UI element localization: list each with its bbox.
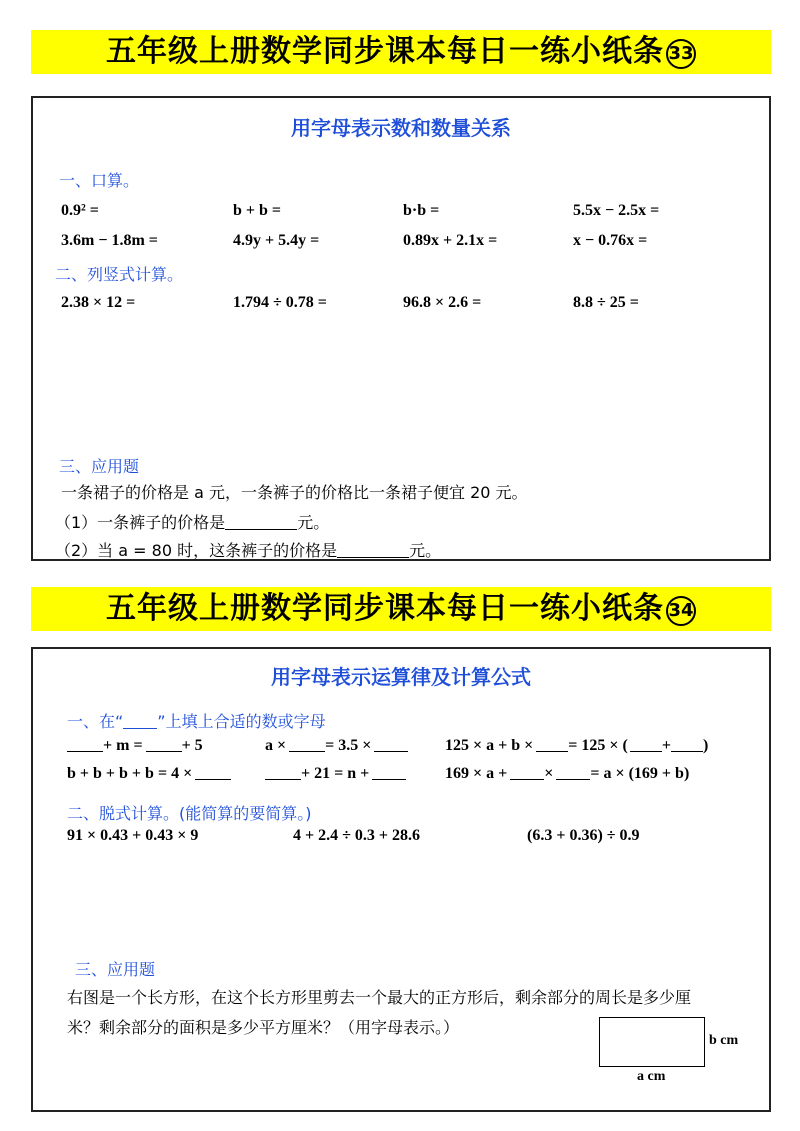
sheet34-section2-heading: 二、脱式计算。(能简算的要简算。) (67, 804, 312, 823)
fill-blank[interactable] (67, 751, 103, 752)
label-b-cm: b cm (709, 1033, 739, 1048)
sheet34-title: 用字母表示运算律及计算公式 (271, 665, 531, 689)
fill-text: + m = (103, 737, 143, 754)
sheet34-panel (31, 647, 771, 1112)
oral-item-3: b·b = (403, 202, 440, 219)
sheet33-banner-text: 五年级上册数学同步课本每日一练小纸条 (106, 34, 664, 69)
oral-item-1: 0.9² = (61, 202, 99, 219)
sheet33-section2-heading: 二、列竖式计算。 (55, 265, 184, 284)
rectangle-figure (599, 1017, 705, 1067)
vertical-item-1: 2.38 × 12 = (61, 294, 136, 311)
fill-blank[interactable] (510, 779, 544, 780)
q1-prefix: （1）一条裤子的价格是 (55, 513, 226, 532)
q2-suffix: 元。 (409, 541, 442, 560)
fill-blank[interactable] (195, 779, 231, 780)
sheet34-problem-line2: 米？剩余部分的面积是多少平方厘米？（用字母表示。） (67, 1018, 460, 1037)
q2-answer-blank[interactable] (337, 557, 409, 558)
sheet33-section3-heading: 三、应用题 (59, 457, 140, 476)
sheet34-section3-heading: 三、应用题 (75, 960, 156, 979)
sheet33-question-2 (55, 538, 441, 561)
oral-item-2: b + b = (233, 202, 282, 219)
fill-item-3 (445, 737, 708, 755)
fill-text: × (544, 765, 554, 782)
sheet33-question-1 (55, 510, 329, 533)
sheet34-banner (31, 587, 771, 631)
vertical-item-3: 96.8 × 2.6 = (403, 294, 482, 311)
fill-item-2 (265, 737, 408, 755)
sheet33-banner (31, 30, 771, 74)
vertical-item-2: 1.794 ÷ 0.78 = (233, 294, 327, 311)
q1-answer-blank[interactable] (225, 529, 297, 530)
q2-prefix: （2）当 a = 80 时，这条裤子的价格是 (55, 541, 338, 560)
section1-example-blank (123, 728, 157, 729)
fill-text: b + b + b + b = 4 × (67, 765, 193, 782)
oral-item-8: x − 0.76x = (573, 232, 648, 249)
sheet34-problem-line1: 右图是一个长方形，在这个长方形里剪去一个最大的正方形后，剩余部分的周长是多少厘 (67, 988, 692, 1007)
fill-text: = a × (169 + b) (590, 765, 690, 782)
sheet33-section1-heading: 一、口算。 (59, 171, 140, 190)
sheet34-banner-text: 五年级上册数学同步课本每日一练小纸条 (106, 591, 664, 626)
oral-item-7: 0.89x + 2.1x = (403, 232, 498, 249)
fill-item-5 (265, 765, 406, 783)
sheet34-banner-number: 34 (666, 596, 696, 626)
fill-item-4 (67, 765, 231, 783)
sheet33-problem-text: 一条裙子的价格是 a 元，一条裤子的价格比一条裙子便宜 20 元。 (61, 483, 528, 502)
fill-blank[interactable] (374, 751, 408, 752)
calc-item-3: (6.3 + 0.36) ÷ 0.9 (527, 827, 640, 844)
oral-item-4: 5.5x − 2.5x = (573, 202, 660, 219)
fill-text: + (661, 737, 671, 754)
oral-item-6: 4.9y + 5.4y = (233, 232, 320, 249)
fill-text: = 125 × ( (568, 737, 628, 754)
fill-blank[interactable] (372, 779, 406, 780)
fill-item-1 (67, 737, 203, 755)
fill-blank[interactable] (671, 751, 703, 752)
q1-suffix: 元。 (297, 513, 330, 532)
label-a-cm: a cm (637, 1069, 666, 1084)
vertical-item-4: 8.8 ÷ 25 = (573, 294, 639, 311)
sheet33-panel (31, 96, 771, 561)
sheet34-section1-heading (67, 709, 326, 732)
fill-blank[interactable] (630, 751, 662, 752)
fill-blank[interactable] (536, 751, 568, 752)
fill-blank[interactable] (556, 779, 590, 780)
fill-blank[interactable] (289, 751, 325, 752)
fill-text: 125 × a + b × (445, 737, 534, 754)
section1-prefix: 一、在“ (67, 712, 124, 731)
calc-item-1: 91 × 0.43 + 0.43 × 9 (67, 827, 199, 844)
fill-text: ) (702, 737, 709, 754)
oral-item-5: 3.6m − 1.8m = (61, 232, 158, 249)
fill-item-6 (445, 765, 689, 783)
fill-blank[interactable] (265, 779, 301, 780)
fill-blank[interactable] (146, 751, 182, 752)
calc-item-2: 4 + 2.4 ÷ 0.3 + 28.6 (293, 827, 421, 844)
fill-text: = 3.5 × (325, 737, 372, 754)
fill-text: 169 × a + (445, 765, 508, 782)
fill-text: + 21 = n + (301, 765, 370, 782)
fill-text: a × (265, 737, 287, 754)
fill-text: + 5 (181, 737, 203, 754)
section1-suffix: ”上填上合适的数或字母 (157, 712, 326, 731)
sheet33-title: 用字母表示数和数量关系 (291, 116, 511, 140)
sheet33-banner-number: 33 (666, 39, 696, 69)
